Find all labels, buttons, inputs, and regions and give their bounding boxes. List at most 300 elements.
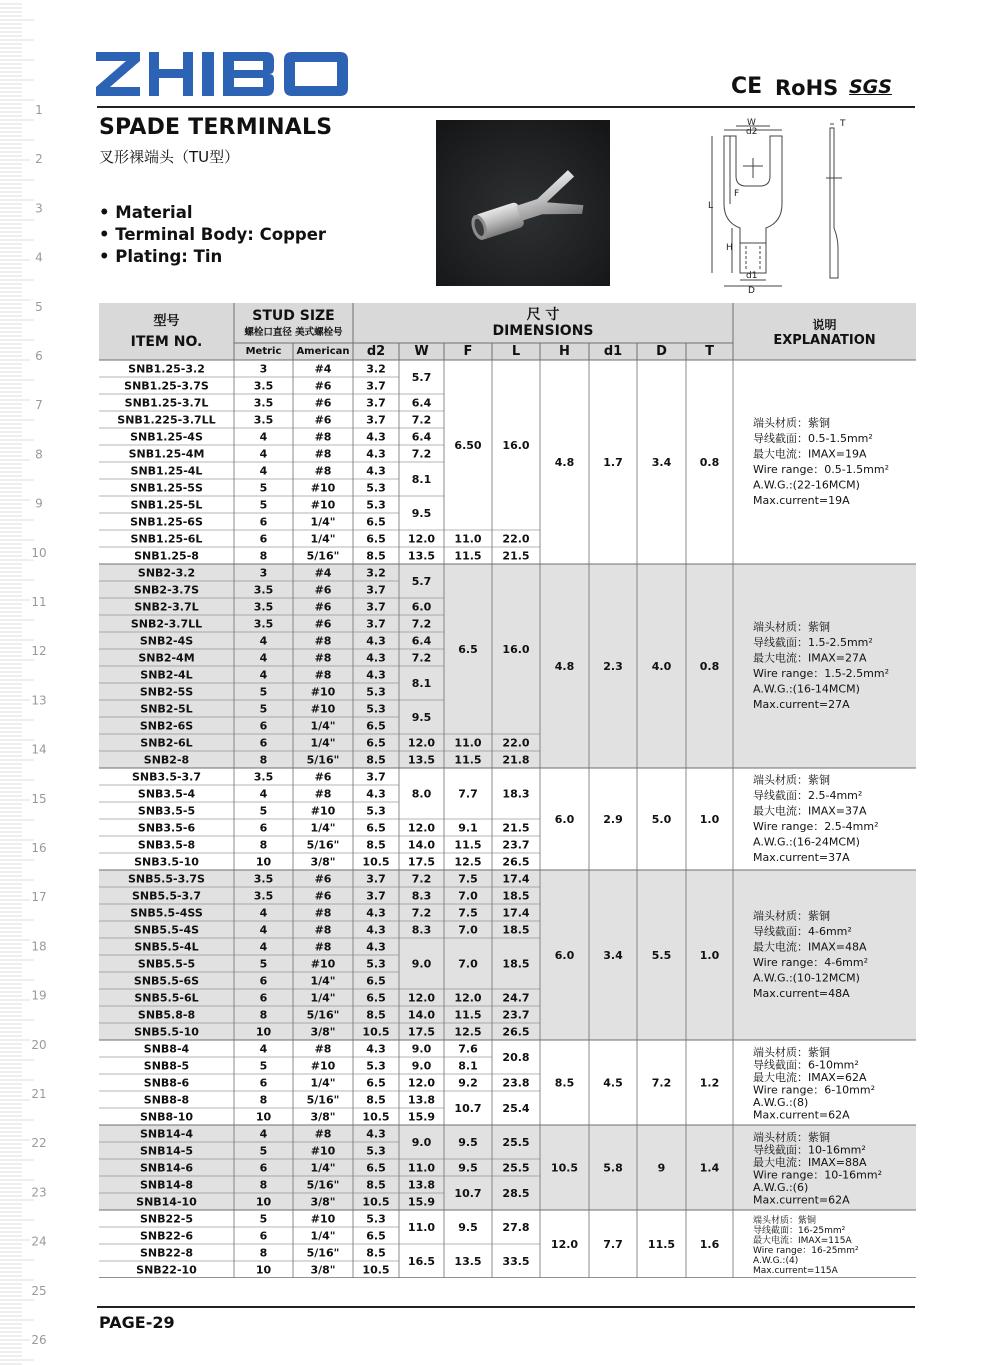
- ruler-label: 21: [31, 1087, 47, 1101]
- ruler-label: 17: [31, 890, 47, 905]
- ruler-label: 9: [35, 496, 43, 511]
- metric-value: 5: [259, 1144, 268, 1158]
- header-col-t: T: [705, 344, 714, 359]
- explanation-line: Max.current=48A: [753, 987, 850, 1000]
- explanation-line: Wire range：0.5-1.5mm²: [753, 463, 890, 476]
- american-value: #10: [310, 957, 336, 971]
- d-value: 9: [657, 1161, 666, 1175]
- metric-value: 5: [259, 498, 268, 512]
- item-no: SNB3.5-5: [137, 804, 196, 818]
- d1-value: 3.4: [603, 949, 623, 962]
- item-no: SNB5.5-5: [137, 957, 196, 971]
- item-no: SNB3.5-4: [137, 787, 196, 801]
- explanation-line: 最大电流：IMAX=19A: [753, 447, 867, 461]
- metric-value: 6: [259, 532, 268, 546]
- w-value: 12.0: [407, 991, 436, 1005]
- american-value: 5/16": [306, 1093, 340, 1107]
- h-value: 8.5: [554, 1076, 575, 1090]
- item-no: SNB5.5-6L: [134, 991, 199, 1005]
- w-value: 16.5: [407, 1255, 436, 1268]
- d2-value: 8.5: [366, 1246, 386, 1260]
- item-no: SNB2-5L: [140, 702, 193, 716]
- d2-value: 3.7: [366, 617, 386, 631]
- metric-value: 6: [259, 1161, 268, 1175]
- terminal-diagram: [688, 118, 868, 293]
- metric-value: 3.5: [253, 600, 274, 614]
- item-no: SNB14-4: [139, 1127, 194, 1141]
- spec-table: [99, 303, 916, 1278]
- header-col-d: D: [656, 344, 667, 359]
- explanation-line: Max.current=115A: [753, 1266, 838, 1276]
- bullet-material: • Material: [99, 203, 193, 222]
- f-value: 7.0: [458, 957, 478, 971]
- top-divider: [97, 106, 915, 108]
- metric-value: 3: [259, 566, 268, 580]
- item-no: SNB8-6: [143, 1076, 190, 1090]
- w-value: 15.9: [407, 1195, 436, 1209]
- american-value: #8: [314, 634, 332, 648]
- explanation-line: 导线截面：10-16mm²: [753, 1143, 866, 1157]
- w-value: 17.5: [407, 855, 436, 869]
- american-value: #6: [314, 413, 332, 427]
- ruler-label: 6: [35, 349, 43, 363]
- d2-value: 8.5: [366, 1093, 386, 1107]
- explanation-line: 端头材质：紫铜: [753, 909, 830, 923]
- h-value: 10.5: [550, 1161, 579, 1175]
- d2-value: 8.5: [366, 838, 386, 852]
- diagram-label-d: D: [748, 286, 755, 293]
- item-no: SNB5.5-3.7: [131, 889, 202, 903]
- item-no: SNB2-6L: [140, 736, 193, 750]
- diagram-label-d2: d2: [746, 127, 758, 137]
- american-value: #4: [314, 362, 332, 376]
- certifications: [731, 74, 911, 104]
- item-no: SNB14-5: [139, 1144, 194, 1158]
- item-no: SNB2-8: [143, 753, 190, 767]
- item-no: SNB14-8: [139, 1178, 194, 1192]
- american-value: 3/8": [310, 1110, 336, 1124]
- american-value: 1/4": [310, 1161, 336, 1175]
- d2-value: 5.3: [366, 1212, 386, 1226]
- american-value: 1/4": [310, 515, 336, 529]
- explanation-line: Max.current=27A: [753, 698, 850, 711]
- american-value: #10: [310, 498, 336, 512]
- metric-value: 3.5: [253, 379, 274, 393]
- item-no: SNB1.25-5L: [130, 498, 203, 512]
- item-no: SNB8-8: [143, 1093, 190, 1107]
- d2-value: 4.3: [366, 1127, 386, 1141]
- header-dim-cn: 尺 寸: [526, 307, 560, 323]
- metric-value: 4: [259, 430, 268, 444]
- l-value: 25.4: [502, 1102, 530, 1115]
- metric-value: 6: [259, 515, 268, 529]
- header-col-d2: d2: [366, 344, 386, 359]
- header-col-f: F: [463, 344, 473, 359]
- american-value: #6: [314, 770, 332, 784]
- w-value: 7.2: [411, 906, 432, 920]
- diagram-label-d1: d1: [746, 271, 758, 281]
- metric-value: 3.5: [253, 889, 274, 903]
- ruler-label: 4: [35, 250, 43, 265]
- d2-value: 3.7: [366, 396, 386, 410]
- american-value: #6: [314, 396, 332, 410]
- l-value: 28.5: [502, 1187, 530, 1200]
- item-no: SNB5.5-4L: [134, 940, 199, 954]
- l-value: 21.5: [502, 549, 530, 563]
- l-value: 27.8: [502, 1221, 530, 1234]
- d-value: 3.4: [651, 456, 672, 469]
- d2-value: 5.3: [366, 957, 386, 971]
- d2-value: 4.3: [366, 906, 386, 920]
- metric-value: 6: [259, 991, 268, 1005]
- american-value: 5/16": [306, 1246, 340, 1260]
- w-value: 14.0: [407, 1008, 436, 1022]
- explanation-line: 导线截面：1.5-2.5mm²: [753, 636, 873, 649]
- metric-value: 8: [259, 1008, 268, 1022]
- metric-value: 3.5: [253, 872, 274, 886]
- american-value: #10: [310, 1144, 336, 1158]
- w-value: 8.1: [411, 677, 432, 690]
- t-value: 0.8: [699, 456, 720, 469]
- f-value: 7.0: [458, 923, 478, 937]
- header-col-d1: d1: [603, 344, 623, 359]
- d2-value: 4.3: [366, 430, 386, 444]
- item-no: SNB1.25-4S: [130, 430, 203, 444]
- explanation-line: 最大电流：IMAX=27A: [753, 651, 867, 665]
- explanation-line: 导线截面：6-10mm²: [753, 1058, 859, 1072]
- d2-value: 5.3: [366, 702, 386, 716]
- w-value: 13.8: [407, 1093, 436, 1107]
- f-value: 11.0: [454, 736, 482, 750]
- f-value: 11.5: [454, 1008, 482, 1022]
- explanation-line: 导线截面：16-25mm²: [753, 1226, 846, 1236]
- f-value: 12.5: [454, 1025, 482, 1039]
- page-number: PAGE-29: [99, 1313, 175, 1332]
- header-stud-cn: 螺栓口直径 美式螺栓号: [244, 327, 343, 338]
- american-value: #6: [314, 600, 332, 614]
- explanation-line: 端头材质：紫铜: [753, 1046, 830, 1059]
- d-value: 5.5: [651, 949, 672, 962]
- american-value: 1/4": [310, 736, 336, 750]
- item-no: SNB5.5-6S: [133, 974, 200, 988]
- d-value: 7.2: [651, 1076, 672, 1090]
- ruler-label: 19: [31, 988, 47, 1003]
- explanation-line: 端头材质：紫铜: [753, 1216, 817, 1226]
- ruler-label: 20: [31, 1037, 47, 1052]
- item-no: SNB1.25-3.7S: [124, 379, 209, 393]
- d1-value: 7.7: [603, 1238, 623, 1251]
- american-value: #10: [310, 804, 336, 818]
- item-no: SNB2-4M: [138, 651, 195, 665]
- item-no: SNB2-6S: [139, 719, 194, 733]
- d2-value: 4.3: [366, 668, 386, 682]
- american-value: 5/16": [306, 1178, 340, 1192]
- f-value: 12.0: [454, 991, 482, 1005]
- american-value: #8: [314, 668, 332, 682]
- w-value: 6.4: [411, 430, 432, 444]
- l-value: 22.0: [502, 532, 530, 546]
- header-item-cn: 型号: [153, 314, 180, 329]
- rohs-mark: RoHS: [775, 76, 839, 100]
- metric-value: 10: [255, 1263, 272, 1277]
- metric-value: 4: [259, 940, 268, 954]
- l-value: 17.4: [502, 906, 530, 920]
- explanation-line: Max.current=62A: [753, 1108, 850, 1122]
- d2-value: 10.5: [362, 1110, 390, 1124]
- w-value: 11.0: [407, 1221, 436, 1234]
- metric-value: 8: [259, 753, 268, 767]
- explanation-line: A.W.G.:(10-12MCM): [753, 971, 860, 985]
- american-value: #8: [314, 1127, 332, 1141]
- item-no: SNB2-4L: [140, 668, 193, 682]
- american-value: #8: [314, 906, 332, 920]
- explanation-line: Max.current=37A: [753, 851, 850, 864]
- explanation-line: 端头材质：紫铜: [753, 620, 830, 634]
- metric-value: 6: [259, 974, 268, 988]
- explanation-line: A.W.G.:(6): [753, 1181, 809, 1194]
- item-no: SNB1.25-3.7L: [124, 396, 209, 410]
- item-no: SNB22-8: [139, 1246, 194, 1260]
- w-value: 7.2: [411, 447, 432, 461]
- page-subtitle: 叉形裸端头（TU型）: [99, 148, 240, 166]
- f-value: 11.5: [454, 753, 482, 767]
- american-value: #6: [314, 872, 332, 886]
- item-no: SNB22-5: [139, 1212, 194, 1226]
- american-value: #6: [314, 617, 332, 631]
- explanation-line: A.W.G.:(22-16MCM): [753, 478, 860, 492]
- metric-value: 4: [259, 1042, 268, 1056]
- side-ruler: [0, 0, 55, 1365]
- metric-value: 3.5: [253, 396, 274, 410]
- t-value: 1.0: [699, 949, 720, 962]
- d2-value: 5.3: [366, 804, 386, 818]
- d2-value: 5.3: [366, 498, 386, 512]
- f-value: 10.7: [454, 1102, 482, 1115]
- d2-value: 10.5: [362, 1263, 390, 1277]
- american-value: #8: [314, 923, 332, 937]
- item-no: SNB5.5-4SS: [130, 906, 203, 920]
- metric-value: 5: [259, 481, 268, 495]
- d2-value: 3.7: [366, 583, 386, 597]
- l-value: 23.7: [502, 1008, 530, 1022]
- d2-value: 4.3: [366, 923, 386, 937]
- l-value: 22.0: [502, 736, 530, 750]
- d1-value: 2.9: [603, 813, 623, 826]
- ruler-label: 1: [35, 103, 43, 117]
- l-value: 18.5: [502, 889, 530, 903]
- american-value: 1/4": [310, 532, 336, 546]
- w-value: 6.4: [411, 634, 432, 648]
- d2-value: 4.3: [366, 634, 386, 648]
- bottom-divider: [97, 1306, 915, 1308]
- american-value: #8: [314, 447, 332, 461]
- metric-value: 5: [259, 1212, 268, 1226]
- h-value: 4.8: [554, 660, 575, 673]
- item-no: SNB22-6: [139, 1229, 194, 1243]
- w-value: 12.0: [407, 532, 436, 546]
- d2-value: 3.7: [366, 889, 386, 903]
- f-value: 12.5: [454, 855, 482, 869]
- d2-value: 8.5: [366, 753, 386, 767]
- w-value: 7.2: [411, 872, 432, 886]
- l-value: 21.5: [502, 821, 530, 835]
- d2-value: 8.5: [366, 549, 386, 563]
- american-value: #6: [314, 379, 332, 393]
- f-value: 10.7: [454, 1187, 482, 1200]
- w-value: 9.5: [411, 711, 432, 724]
- ruler-label: 26: [31, 1333, 47, 1347]
- explanation-line: 最大电流：IMAX=37A: [753, 804, 867, 818]
- metric-value: 6: [259, 736, 268, 750]
- d2-value: 6.5: [366, 821, 386, 835]
- d2-value: 3.7: [366, 872, 386, 886]
- d2-value: 5.3: [366, 1059, 386, 1073]
- item-no: SNB2-3.7L: [134, 600, 199, 614]
- f-value: 11.0: [454, 532, 482, 546]
- f-value: 7.6: [458, 1042, 478, 1056]
- item-no: SNB14-10: [136, 1195, 197, 1209]
- l-value: 25.5: [502, 1136, 530, 1149]
- metric-value: 3.5: [253, 617, 274, 631]
- metric-value: 4: [259, 447, 268, 461]
- ruler-label: 24: [31, 1234, 47, 1249]
- d2-value: 6.5: [366, 736, 386, 750]
- explanation-line: A.W.G.:(16-24MCM): [753, 835, 860, 849]
- item-no: SNB5.8-8: [137, 1008, 196, 1022]
- d2-value: 6.5: [366, 991, 386, 1005]
- american-value: 1/4": [310, 1076, 336, 1090]
- f-value: 9.5: [458, 1161, 478, 1175]
- d2-value: 5.3: [366, 685, 386, 699]
- l-value: 20.8: [502, 1051, 530, 1064]
- d2-value: 5.3: [366, 1144, 386, 1158]
- header-metric: Metric: [245, 346, 282, 357]
- explanation-line: 导线截面：2.5-4mm²: [753, 789, 863, 802]
- f-value: 9.1: [458, 821, 478, 835]
- f-value: 7.5: [458, 872, 478, 886]
- d2-value: 4.3: [366, 464, 386, 478]
- f-value: 9.5: [458, 1136, 478, 1149]
- f-value: 7.5: [458, 906, 478, 920]
- product-photo: [436, 120, 610, 286]
- header-stud-en: STUD SIZE: [252, 308, 335, 324]
- d2-value: 10.5: [362, 855, 390, 869]
- f-value: 7.7: [458, 787, 478, 801]
- l-value: 23.8: [502, 1076, 530, 1090]
- metric-value: 3.5: [253, 413, 274, 427]
- metric-value: 8: [259, 1093, 268, 1107]
- d2-value: 10.5: [362, 1195, 390, 1209]
- item-no: SNB1.25-4M: [128, 447, 205, 461]
- diagram-label-l: L: [708, 201, 714, 211]
- ruler-label: 14: [31, 742, 47, 757]
- d2-value: 8.5: [366, 1008, 386, 1022]
- american-value: 5/16": [306, 838, 340, 852]
- h-value: 4.8: [554, 456, 575, 469]
- d1-value: 5.8: [603, 1161, 623, 1175]
- american-value: 5/16": [306, 1008, 340, 1022]
- metric-value: 4: [259, 464, 268, 478]
- explanation-line: A.W.G.:(4): [753, 1256, 799, 1266]
- w-value: 11.0: [407, 1161, 436, 1175]
- explanation-line: 端头材质：紫铜: [753, 416, 830, 430]
- american-value: #10: [310, 481, 336, 495]
- f-value: 9.5: [458, 1221, 478, 1234]
- d2-value: 6.5: [366, 1161, 386, 1175]
- ruler-label: 12: [31, 644, 47, 659]
- ruler-label: 2: [35, 152, 43, 167]
- american-value: #10: [310, 1059, 336, 1073]
- american-value: #8: [314, 1042, 332, 1056]
- american-value: 1/4": [310, 991, 336, 1005]
- item-no: SNB3.5-3.7: [131, 770, 202, 784]
- ruler-label: 16: [31, 841, 47, 855]
- d-value: 5.0: [651, 813, 672, 826]
- metric-value: 4: [259, 651, 268, 665]
- d2-value: 10.5: [362, 1025, 390, 1039]
- american-value: #8: [314, 787, 332, 801]
- metric-value: 8: [259, 1178, 268, 1192]
- w-value: 8.3: [411, 923, 432, 937]
- l-value: 18.5: [502, 923, 530, 937]
- w-value: 8.1: [411, 473, 432, 486]
- american-value: 3/8": [310, 1025, 336, 1039]
- metric-value: 3.5: [253, 770, 274, 784]
- l-value: 17.4: [502, 872, 530, 886]
- item-no: SNB2-3.2: [137, 566, 196, 580]
- w-value: 15.9: [407, 1110, 436, 1124]
- explanation-line: 最大电流：IMAX=62A: [753, 1071, 867, 1084]
- ruler-label: 8: [35, 447, 43, 462]
- american-value: 3/8": [310, 1263, 336, 1277]
- d2-value: 4.3: [366, 1042, 386, 1056]
- d2-value: 4.3: [366, 787, 386, 801]
- item-no: SNB8-4: [143, 1042, 190, 1056]
- h-value: 12.0: [550, 1238, 579, 1251]
- material-list: [99, 202, 326, 268]
- t-value: 1.6: [699, 1238, 720, 1251]
- l-value: 24.7: [502, 991, 530, 1005]
- metric-value: 3.5: [253, 583, 274, 597]
- bullet-plating: • Plating: Tin: [99, 247, 223, 266]
- metric-value: 5: [259, 702, 268, 716]
- ruler-label: 18: [31, 939, 47, 954]
- ruler-label: 7: [35, 398, 43, 413]
- item-no: SNB5.5-3.7S: [128, 872, 205, 886]
- t-value: 1.4: [699, 1161, 720, 1175]
- explanation-line: 端头材质：紫铜: [753, 773, 830, 787]
- metric-value: 8: [259, 1246, 268, 1260]
- metric-value: 4: [259, 668, 268, 682]
- d-value: 11.5: [647, 1238, 676, 1251]
- d2-value: 4.3: [366, 447, 386, 461]
- ruler-label: 5: [35, 299, 43, 314]
- item-no: SNB3.5-6: [137, 821, 196, 835]
- explanation-line: Wire range：10-16mm²: [753, 1168, 883, 1182]
- d2-value: 6.5: [366, 515, 386, 529]
- l-value: 25.5: [502, 1161, 530, 1175]
- metric-value: 6: [259, 821, 268, 835]
- f-value: 11.5: [454, 549, 482, 563]
- item-no: SNB2-4S: [139, 634, 194, 648]
- item-no: SNB1.25-3.2: [128, 362, 205, 376]
- ruler-label: 13: [31, 693, 47, 708]
- ruler-label: 23: [31, 1185, 47, 1200]
- metric-value: 10: [255, 1110, 272, 1124]
- w-value: 9.0: [411, 1136, 432, 1149]
- metric-value: 4: [259, 634, 268, 648]
- header-american: American: [296, 346, 350, 357]
